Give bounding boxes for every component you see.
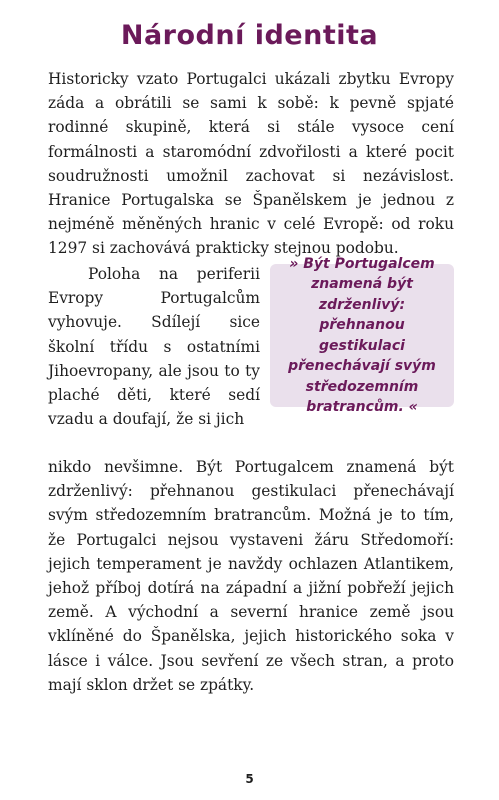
page-title: Národní identita — [120, 20, 379, 51]
pull-quote-box — [270, 255, 454, 415]
paragraph-periphery — [48, 262, 260, 431]
paragraph-periphery-continued: nikdo nevšimne. Být Portugalcem znamená být zdrženlivý: přehnanou gestikulaci přenechávají svým středozemním bratrancům. Možná je to tím, že Portugalci nejsou vystaveni žáru Středomoří: jejich temperament je navždy ochlazen Atlantikem, jehož příboj dotírá na západní a jižní pobřeží jejich země. A východní a severní hranice země jsou vklíněné do Španělska, jejich historického soka v lásce i válce. Jsou sevření ze všech stran, a proto mají sklon držet se zpátky. — [48, 458, 454, 694]
page-number: 5 — [245, 772, 254, 786]
pull-quote-text: » Být Portugalcem znamená být zdrženlivý: přehnanou gestikulaci přenechávají svým středozemním bratrancům. « — [288, 255, 436, 415]
paragraph-periphery-start: Poloha na periferii Evropy Portugalcům vyhovuje. Sdílejí sice školní třídu s ostatními Jihoevropany, ale jsou to ty plaché děti, které sedí vzadu a doufají, že si jich — [48, 265, 260, 429]
paragraph-intro: Historicky vzato Portugalci ukázali zbytku Evropy záda a obrátili se sami k sobě: k pevně spjaté rodinné skupině, která si stále vysoce cení formálnosti a staromódní zdvořilosti a které pocit soudružnosti umožnil zachovat si nezávislost. Hranice Portugalska se Španělskem je jednou z nejméně měněných hranic v celé Evropě: od roku 1297 si zachovává prakticky stejnou podobu. — [48, 70, 454, 258]
